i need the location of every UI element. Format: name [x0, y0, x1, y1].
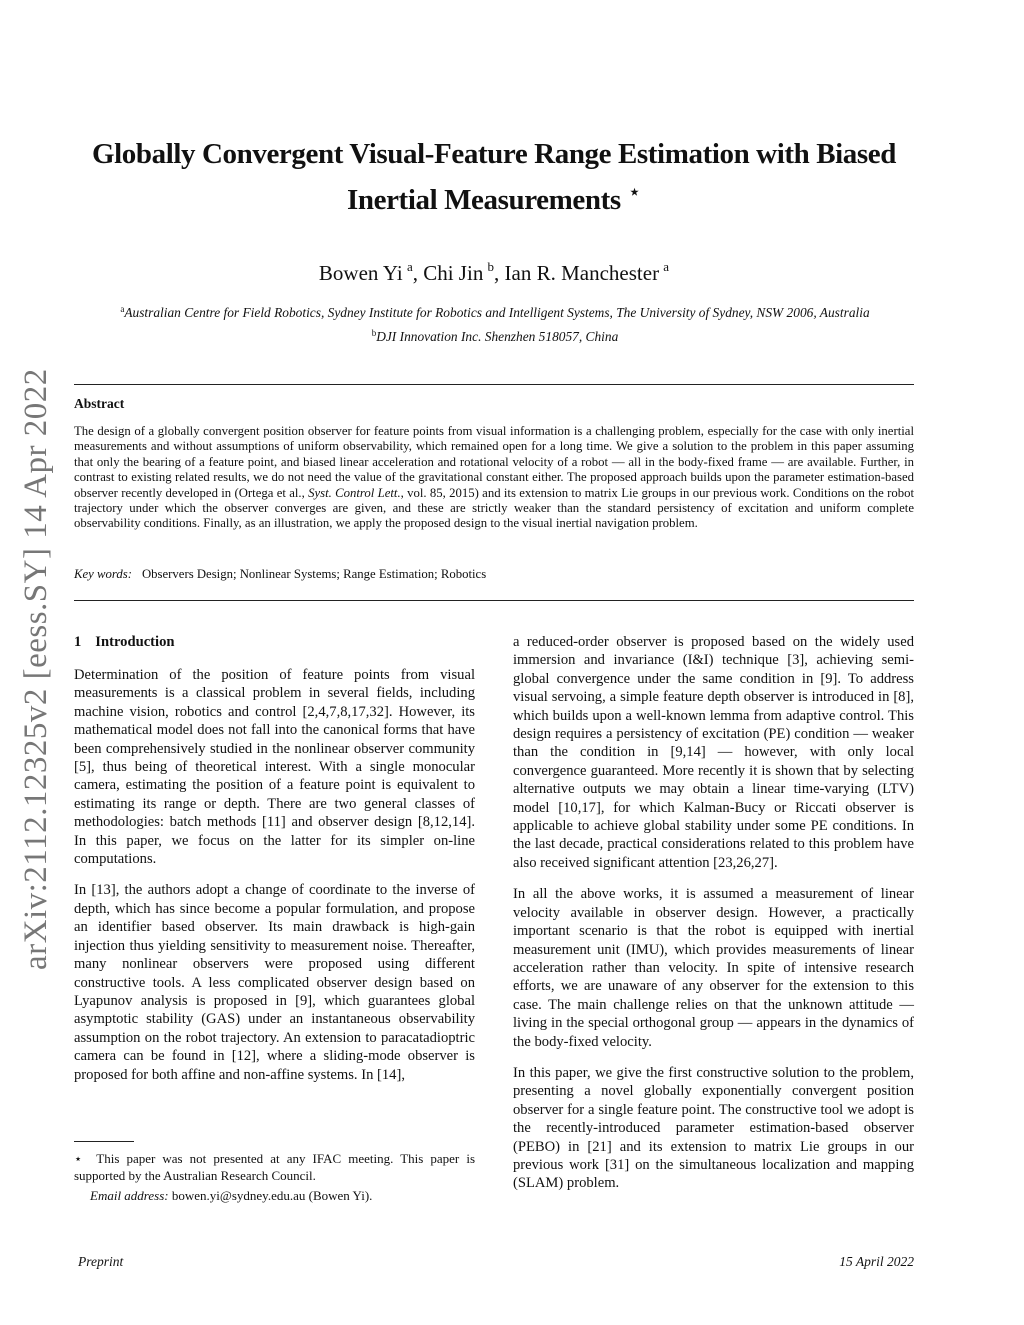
author-affiliation-mark: a — [663, 259, 670, 274]
abstract-body: The design of a globally convergent position observer for feature points from visual information is a challenging problem, especially for the case with only inertial measurements and without assumptions of uniform observability, which remained open for a long time. We give a solution to the problem in this paper assuming that only the bearing of a feature point, and biased linear acceleration and rotational velocity of a robot — all in the body-fixed frame — are available. Further, in contrast to existing related results, we do not need the value of the gravitational constant either. The proposed approach builds upon the parameter estimation-based observer recently developed in (Ortega et al., Syst. Control Lett., vol. 85, 2015) and its extension to matrix Lie groups in our previous work. Conditions on the robot trajectory under which the observer converges are given, and these are strictly weaker than the standard persistency of excitation and uniform complete observability conditions. Finally, as an illustration, we apply the proposed design to the visual inertial navigation problem. — [74, 424, 915, 531]
title-line-2 — [74, 173, 914, 219]
author-affiliation-mark: b — [487, 259, 495, 274]
body-paragraph: a reduced-order observer is proposed based on the widely used immersion and invariance (I&I) technique [3], achieving semi-global convergence under the same condition in [9]. To address visual servoing, a simple feature depth observer is introduced in [8], which builds upon a well-known lemma from adaptive control. This design requires a persistency of excitation (PE) condition — weaker than the condition in [9,14] — however, with only local convergence guaranteed. More recently it is shown that by selecting alternative outputs we may obtain a linear time-varying (LTV) model [10,17], for which Kalman-Bucy or Riccati observer is applicable to achieve global stability under some PE conditions. In the last decade, practical considerations related to this problem have also received significant attention [23,26,27]. — [513, 634, 914, 871]
footnote-funding: ⋆ This paper was not presented at any IFAC meeting. This paper is supported by the Australian Research Council. — [74, 1151, 476, 1183]
email-address[interactable]: bowen.yi@sydney.edu.au (Bowen Yi). — [171, 1188, 373, 1203]
affiliation-b: $^b$DJI Innovation Inc. Shenzhen 518057, China — [371, 328, 619, 344]
affiliations — [60, 299, 930, 347]
keywords-text: Observers Design; Nonlinear Systems; Range Estimation; Robotics — [141, 567, 487, 581]
section-heading — [74, 633, 475, 651]
body-paragraph: In all the above works, it is assumed a measurement of linear velocity available in observer design. However, a practically important scenario is that the robot is equipped with inertial measurement unit (IMU), which provides measurements of linear acceleration rather than velocity. In spite of intensive research efforts, we are unaware of any observer for the extension to this case. The main challenge relies on that the unknown attitude — living in the special orthogonal group — appears in the dynamics of the body-fixed velocity. — [513, 886, 914, 1050]
affiliation-a: $^a$Australian Centre for Field Robotics, Sydney Institute for Robotics and Intelligent Systems, The University of Sydney, NSW 2006, Australia — [120, 304, 870, 320]
footer-preprint: Preprint — [78, 1254, 124, 1269]
abstract-top-rule — [74, 384, 914, 385]
title-line-2-text: Inertial Measurements — [347, 184, 621, 216]
left-column — [74, 633, 475, 1097]
abstract-bottom-rule — [74, 600, 914, 601]
body-paragraph: In [13], the authors adopt a change of coordinate to the inverse of depth, which has since become a popular formulation, and propose an identifier based observer. Its main drawback is high-gain injection thus yielding sensitivity to measurement noise. Thereafter, many nonlinear observers were proposed using different constructive tools. A less complicated observer design based on Lyapunov analysis is proposed in [9], which guarantees global asymptotic stability (GAS) under an instantaneous observability assumption on the robot trajectory. An extension to paracatadioptric camera can be found in [12], where a sliding-mode observer is proposed for both affine and non-affine systems. In [14], — [74, 882, 475, 1083]
footnotes — [74, 1150, 475, 1207]
body-paragraph: Determination of the position of feature points from visual measurements is a classical problem in several fields, including machine vision, robotics and control [2,4,7,8,17,32]. However, its mathematical model does not fall into the canonical forms that have been comprehensively studied in the nonlinear observer community [5], thus being of theoretical interest. With a single monocular camera, estimating the position of a feature point is equivalent to estimating its range or depth. There are two general classes of methodologies: batch methods [11] and observer design [8,12,14]. In this paper, we focus on the latter for its simpler on-line computations. — [74, 667, 475, 868]
keywords-label: Key words: — [74, 567, 132, 581]
body-paragraph: In this paper, we give the first constructive solution to the problem, presenting a novel globally exponentially convergent position observer for a single feature point. The constructive tool we adopt is the recently-introduced parameter estimation-based observer (PEBO) in [21] and its extension to matrix Lie groups in our previous work [31] on the simultaneous localization and mapping (SLAM) problem. — [513, 1064, 914, 1192]
author-list: Bowen Yi $^a$, Chi Jin $^b$, Ian R. Manchester $^a$ — [318, 259, 670, 285]
journal-name: Syst. Control Lett. — [308, 485, 401, 500]
section-number: 1 — [74, 634, 82, 650]
right-column — [513, 633, 914, 1206]
author-name: Chi Jin — [423, 261, 484, 285]
abstract-heading: Abstract — [74, 396, 125, 411]
arxiv-identifier-stamp: arXiv:2112.12325v2 [eess.SY] 14 Apr 2022 — [18, 368, 54, 970]
author-affiliation-mark: a — [406, 259, 413, 274]
title-line-1: Globally Convergent Visual-Feature Range Estimation with Biased — [91, 138, 896, 170]
keywords — [74, 567, 914, 582]
footer-date: 15 April 2022 — [839, 1254, 914, 1269]
footnote-email: Email address: bowen.yi@sydney.edu.au (Bowen Yi). — [90, 1188, 373, 1203]
footnote-star: ⋆ — [74, 1151, 83, 1166]
author-name: Ian R. Manchester — [504, 261, 660, 285]
title-footnote-star: ⋆ — [627, 179, 641, 204]
paper-title — [74, 136, 914, 219]
footnote-rule — [74, 1141, 134, 1142]
author-name: Bowen Yi — [318, 261, 403, 285]
section-title: Introduction — [95, 634, 175, 650]
